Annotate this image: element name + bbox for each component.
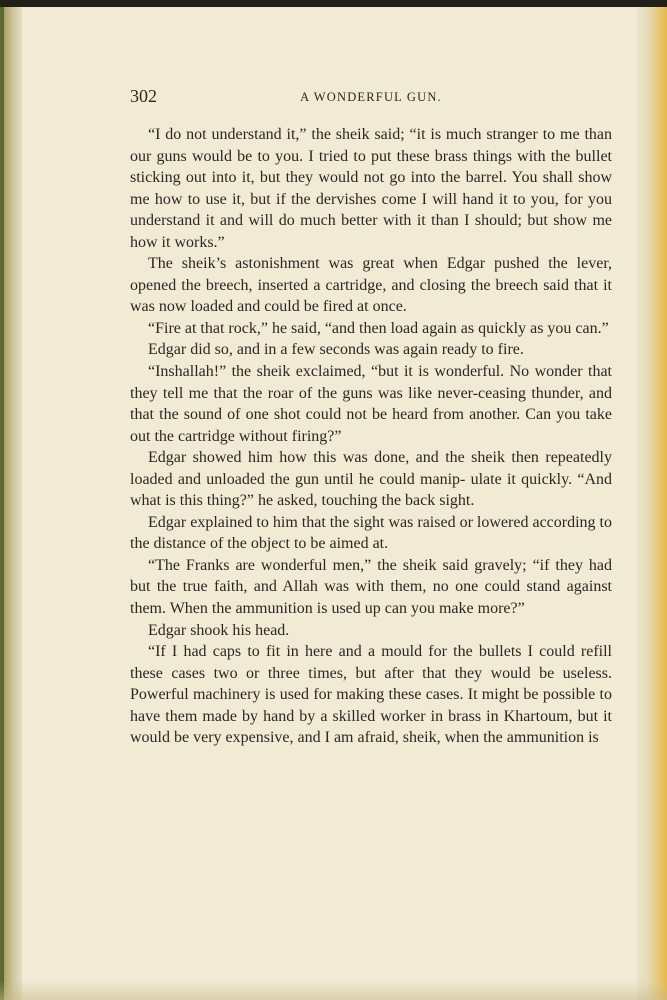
paragraph: “If I had caps to fit in here and a mould for the bullets I could refill these cases two or three times, but after that they would be useless. Powerful machinery is used for making these cases. It might be possible to have them made by hand by a skilled worker in brass in Khartoum, but it would be very expensive, and I am afraid, sheik, when the ammunition is [130,643,612,747]
paragraph: The sheik’s astonishment was great when Edgar pushed the lever, opened the breech, inserted a cartridge, and closing the breech said that it was now loaded and could be fired at once. [130,255,612,316]
paragraph: “Inshallah!” the sheik exclaimed, “but it is wonderful. No wonder that they tell me that the roar of the guns was like never-ceasing thunder, and that the sound of one shot could not be heard from another. Can you take out the cartridge without firing?” [130,363,612,445]
running-title: A WONDERFUL GUN. [300,90,442,104]
page-right-edge [637,7,667,1000]
bottom-shade [0,980,667,1000]
paragraph: Edgar did so, and in a few seconds was again ready to fire. [148,341,524,359]
binding-edge [0,7,4,1000]
top-border [0,0,667,7]
paragraph: Edgar shook his head. [148,621,290,639]
paragraph: “I do not understand it,” the sheik said; “it is much stranger to me than our guns would be to you. I tried to put these brass things with the bullet sticking out into it, but they would not go into the barrel. You shall show me how to use it, but if the dervishes come I will hand it to you, for you understand it and will do much better with it than I should; but show me how it works.” [130,126,612,251]
paragraph: Edgar explained to him that the sight was raised or lowered according to the distance of the object to be aimed at. [130,513,612,553]
page-number: 302 [130,86,157,106]
paragraph: Edgar showed him how this was done, and the sheik then repeatedly loaded and unloaded the gun until he could manip- ulate it quickly. “And what is this thing?” he asked, touching the back sight. [130,449,612,510]
paragraph: “The Franks are wonderful men,” the sheik said gravely; “if they had but the true faith, and Allah was with them, no one could stand against them. When the ammunition is used up can you make more?” [130,556,612,618]
body-text [130,124,612,749]
paragraph: “Fire at that rock,” he said, “and then load again as quickly as you can.” [148,319,609,337]
page-header [130,86,612,112]
